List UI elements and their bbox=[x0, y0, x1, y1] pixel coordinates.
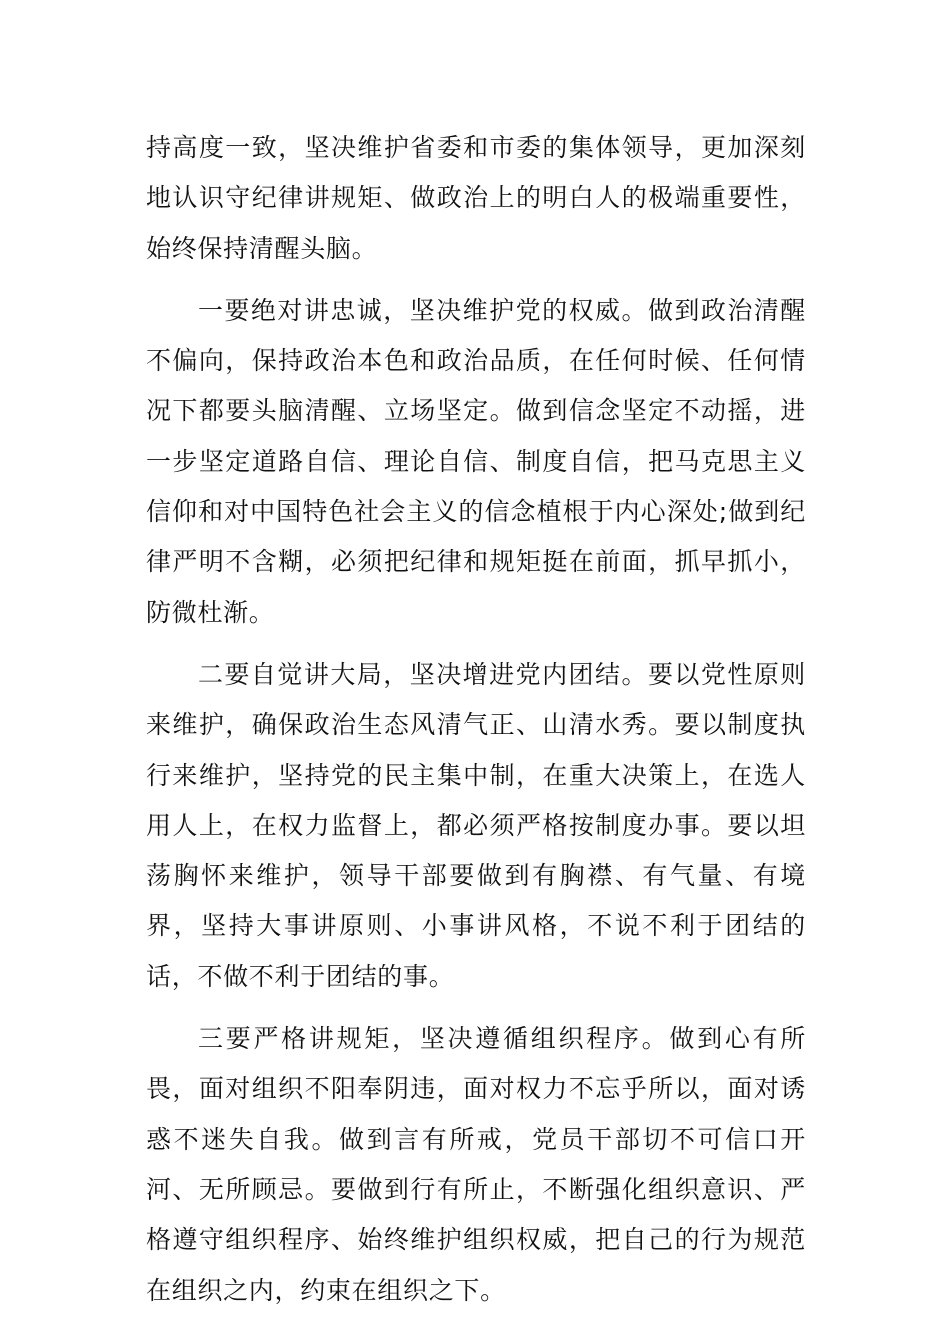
document-body bbox=[146, 123, 806, 1316]
paragraph-overall-situation: 二要自觉讲大局，坚决增进党内团结。要以党性原则来维护，确保政治生态风清气正、山清水秀。要以制度执行来维护，坚持党的民主集中制，在重大决策上，在选人用人上，在权力监督上，都必须严格按制度办事。要以坦荡胸怀来维护，领导干部要做到有胸襟、有气量、有境界，坚持大事讲原则、小事讲风格，不说不利于团结的话，不做不利于团结的事。 bbox=[146, 659, 806, 991]
paragraph-continuation: 持高度一致，坚决维护省委和市委的集体领导，更加深刻地认识守纪律讲规矩、做政治上的明白人的极端重要性，始终保持清醒头脑。 bbox=[146, 133, 806, 263]
paragraph-rules: 三要严格讲规矩，坚决遵循组织程序。做到心有所畏，面对组织不阳奉阴违，面对权力不忘乎所以，面对诱惑不迷失自我。做到言有所戒，党员干部切不可信口开河、无所顾忌。要做到行有所止，不断强化组织意识、严格遵守组织程序、始终维护组织权威，把自己的行为规范在组织之内，约束在组织之下。 bbox=[146, 1024, 806, 1305]
paragraph-loyalty: 一要绝对讲忠诚，坚决维护党的权威。做到政治清醒不偏向，保持政治本色和政治品质，在任何时候、任何情况下都要头脑清醒、立场坚定。做到信念坚定不动摇，进一步坚定道路自信、理论自信、制度自信，把马克思主义信仰和对中国特色社会主义的信念植根于内心深处;做到纪律严明不含糊，必须把纪律和规矩挺在前面，抓早抓小，防微杜渐。 bbox=[146, 295, 806, 627]
